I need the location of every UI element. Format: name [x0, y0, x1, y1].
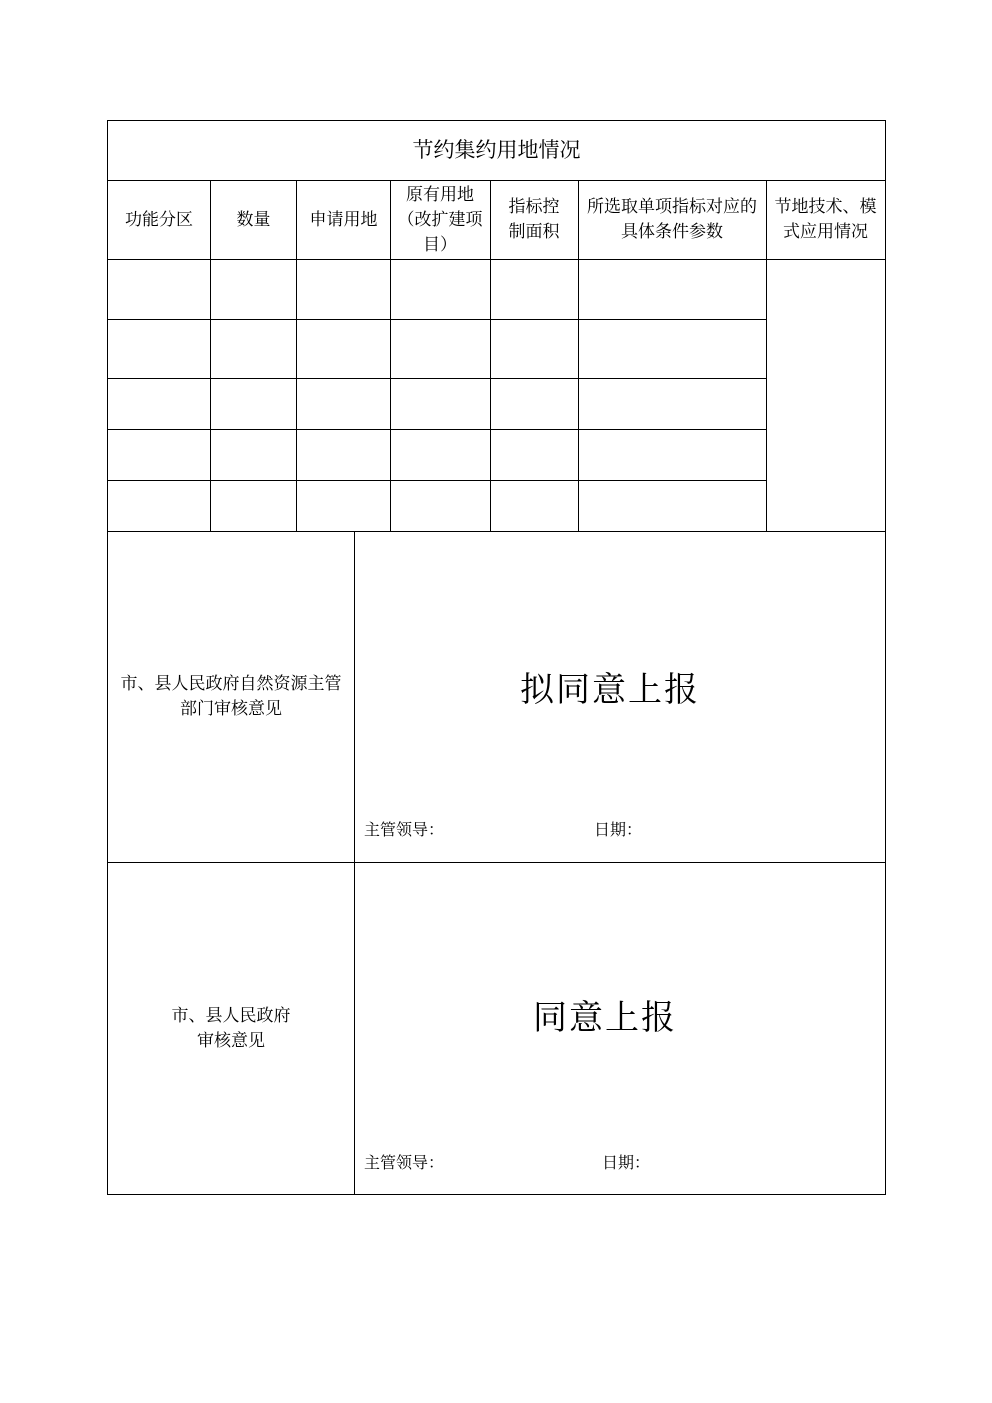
- table-cell: [391, 379, 490, 429]
- table-cell: [391, 260, 490, 319]
- table-cell: [108, 481, 210, 531]
- header-params: 所选取单项指标对应的具体条件参数: [587, 197, 757, 242]
- review-gov-label-line1: 市、县人民政府: [171, 1005, 291, 1026]
- table-cell: [297, 320, 390, 378]
- table-cell: [297, 260, 390, 319]
- table-cell: [491, 260, 578, 319]
- table-cell: [211, 379, 296, 429]
- table-cell: [491, 430, 578, 480]
- review-gov-date-label: 日期：: [602, 1153, 651, 1172]
- table-cell: [491, 320, 578, 378]
- review-dept-opinion: 拟同意上报: [520, 669, 700, 710]
- table-cell: [391, 430, 490, 480]
- header-existing-land: 原有用地（改扩建项目）: [397, 184, 483, 255]
- table-cell: [108, 430, 210, 480]
- table-cell: [579, 379, 766, 429]
- review-gov-label: [116, 863, 346, 1194]
- review-gov-label-line2: 审核意见: [197, 1030, 265, 1051]
- table-cell: [297, 430, 390, 480]
- table-cell: [108, 320, 210, 378]
- table-cell: [211, 430, 296, 480]
- header-quantity: 数量: [236, 209, 271, 230]
- table-cell: [211, 260, 296, 319]
- review-gov-leader-label: 主管领导：: [364, 1153, 445, 1172]
- section-title: 节约集约用地情况: [412, 138, 581, 162]
- header-tech: 节地技术、模式应用情况: [774, 197, 877, 242]
- review-dept-date-label: 日期：: [594, 820, 643, 839]
- table-cell: [297, 379, 390, 429]
- review-dept-label: 市、县人民政府自然资源主管部门审核意见: [120, 674, 342, 719]
- table-cell: [108, 379, 210, 429]
- table-cell: [211, 481, 296, 531]
- review-dept-leader-label: 主管领导：: [364, 820, 445, 839]
- header-control-area: 指标控制面积: [508, 197, 560, 242]
- table-cell: [579, 430, 766, 480]
- header-zone: 功能分区: [125, 209, 193, 230]
- table-cell: [579, 320, 766, 378]
- table-cell: [108, 260, 210, 319]
- table-cell: [579, 260, 766, 319]
- table-cell: [391, 481, 490, 531]
- table-cell: [391, 320, 490, 378]
- table-cell: [211, 320, 296, 378]
- review-gov-opinion: 同意上报: [533, 997, 677, 1038]
- table-cell: [491, 379, 578, 429]
- divider: [766, 180, 767, 531]
- header-apply-land: 申请用地: [309, 209, 378, 230]
- table-cell: [579, 481, 766, 531]
- table-cell: [491, 481, 578, 531]
- table-cell: [297, 481, 390, 531]
